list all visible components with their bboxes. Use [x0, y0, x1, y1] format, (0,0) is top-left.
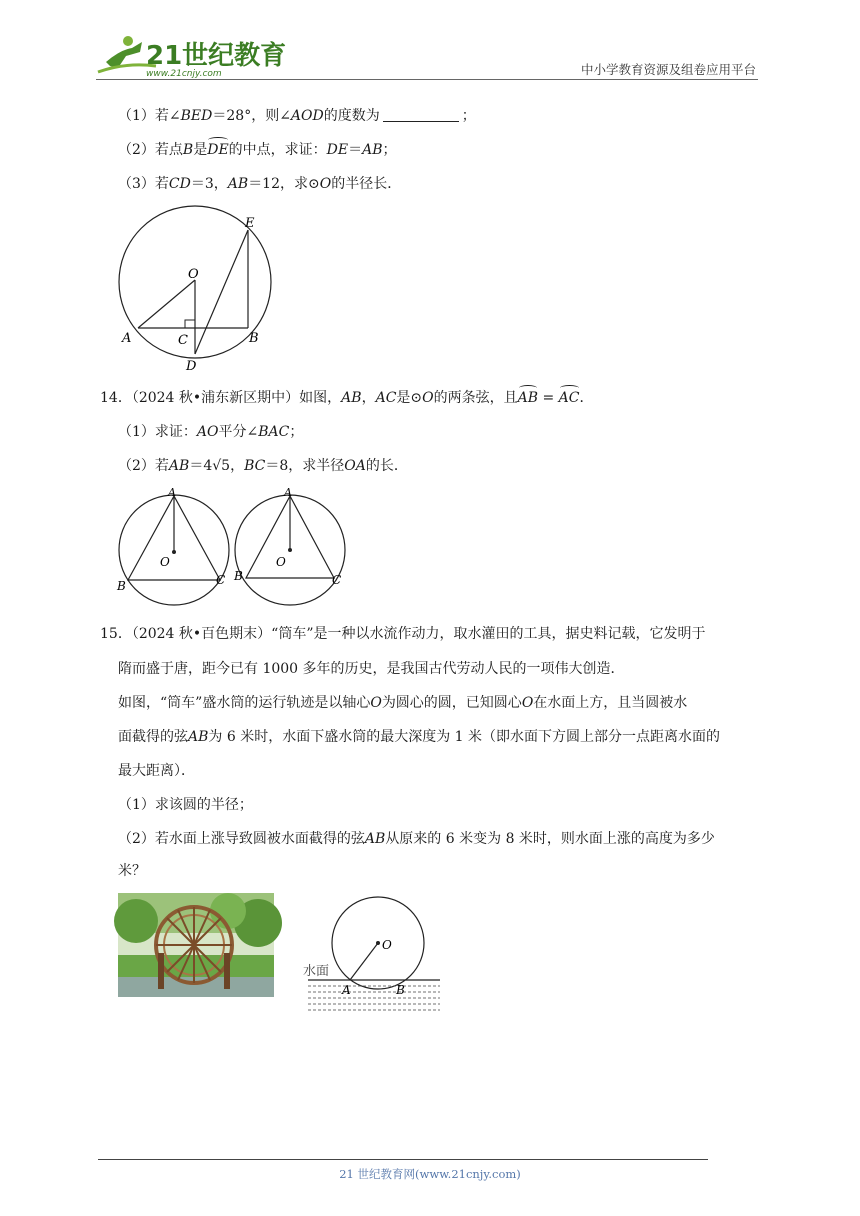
- q14-stem: 14．（2024 秋•浦东新区期中）如图，AB，AC是⊙O的两条弦，且AB = AC．: [100, 390, 594, 406]
- svg-text:B: B: [234, 569, 243, 583]
- label-water: 水面: [303, 964, 330, 979]
- q15-stem-line2: 隋而盛于唐，距今已有 1000 多年的历史，是我国古代劳动人民的一项伟大创造．: [118, 661, 625, 677]
- label-b: B: [249, 331, 259, 346]
- segment-ao: [138, 280, 195, 328]
- footer-divider: [98, 1159, 708, 1160]
- water-wheel-photo: [118, 893, 274, 997]
- svg-text:A: A: [284, 486, 292, 499]
- label-a: A: [342, 983, 351, 997]
- segment-ed: [195, 230, 248, 354]
- q13-part1: （1）若∠BED＝28°，则∠AOD的度数为 ；: [118, 108, 476, 124]
- q15-stem-line1: 15．（2024 秋•百色期末）“筒车”是一种以水流作动力，取水灌田的工具，据史料记载，它发明于: [100, 626, 706, 642]
- q14-part2: （2）若AB＝4√5，BC＝8，求半径OA的长．: [118, 458, 408, 474]
- runner-logo-icon: [96, 32, 287, 80]
- q15-wheel-diagram: [300, 893, 446, 1019]
- right-angle-mark: [185, 320, 195, 328]
- svg-text:O: O: [160, 555, 170, 569]
- site-logo: [96, 32, 287, 80]
- arc-de: DE: [207, 142, 229, 158]
- label-d: D: [186, 359, 197, 374]
- logo-url: www.21cnjy.com: [146, 69, 222, 79]
- q14-number: 14．: [100, 390, 132, 406]
- q15-number: 15．: [100, 626, 132, 642]
- q15-source: （2024 秋•百色期末）: [131, 626, 272, 642]
- answer-blank: [383, 109, 459, 122]
- arc-ab: AB: [517, 390, 539, 406]
- label-a: A: [122, 331, 132, 346]
- q13-part3: （3）若CD＝3，AB＝12，求⊙O的半径长．: [118, 176, 402, 192]
- q15-part1: （1）求该圆的半径；: [118, 797, 253, 813]
- arc-ac: AC: [558, 390, 580, 406]
- svg-text:A: A: [168, 486, 176, 499]
- label-o: O: [382, 938, 392, 952]
- footer-site-link[interactable]: 21 世纪教育网(www.21cnjy.com): [339, 1167, 521, 1181]
- q13-part2: （2）若点B是DE的中点，求证：DE＝AB；: [118, 142, 397, 158]
- svg-text:O: O: [276, 555, 286, 569]
- svg-text:C: C: [216, 573, 226, 587]
- header-divider: [96, 79, 758, 80]
- q14-figure-left: [116, 486, 229, 605]
- q15-part2-line2: 米？: [118, 863, 146, 879]
- label-o: O: [188, 267, 199, 282]
- q13-circle-figure: [110, 212, 280, 382]
- label-b: B: [396, 983, 405, 997]
- label-e: E: [245, 216, 255, 231]
- q14-figure-right: [233, 486, 345, 605]
- q15-desc-line3: 最大距离）．: [118, 763, 195, 779]
- logo-text: 21世纪教育: [146, 41, 287, 71]
- q15-desc-line2: 面截得的弦AB为 6 米时，水面下盛水筒的最大深度为 1 米（即水面下方圆上部分一点距离水面的: [118, 729, 721, 745]
- q15-part2-line1: （2）若水面上涨导致圆被水面截得的弦AB从原来的 6 米变为 8 米时，则水面上涨的高度为多少: [118, 831, 715, 847]
- label-c: C: [178, 333, 188, 348]
- header-platform-text: 中小学教育资源及组卷应用平台: [580, 62, 756, 77]
- q14-source: （2024 秋•浦东新区期中）: [131, 390, 300, 406]
- svg-text:B: B: [117, 579, 126, 593]
- q14-figures: [112, 486, 352, 610]
- q14-part1: （1）求证：AO平分∠BAC；: [118, 424, 304, 440]
- svg-text:C: C: [332, 573, 342, 587]
- q15-desc-line1: 如图，“筒车”盛水筒的运行轨迹是以轴心O为圆心的圆，已知圆心O在水面上方，且当圆被水: [118, 695, 688, 711]
- radius-oa: [350, 943, 378, 980]
